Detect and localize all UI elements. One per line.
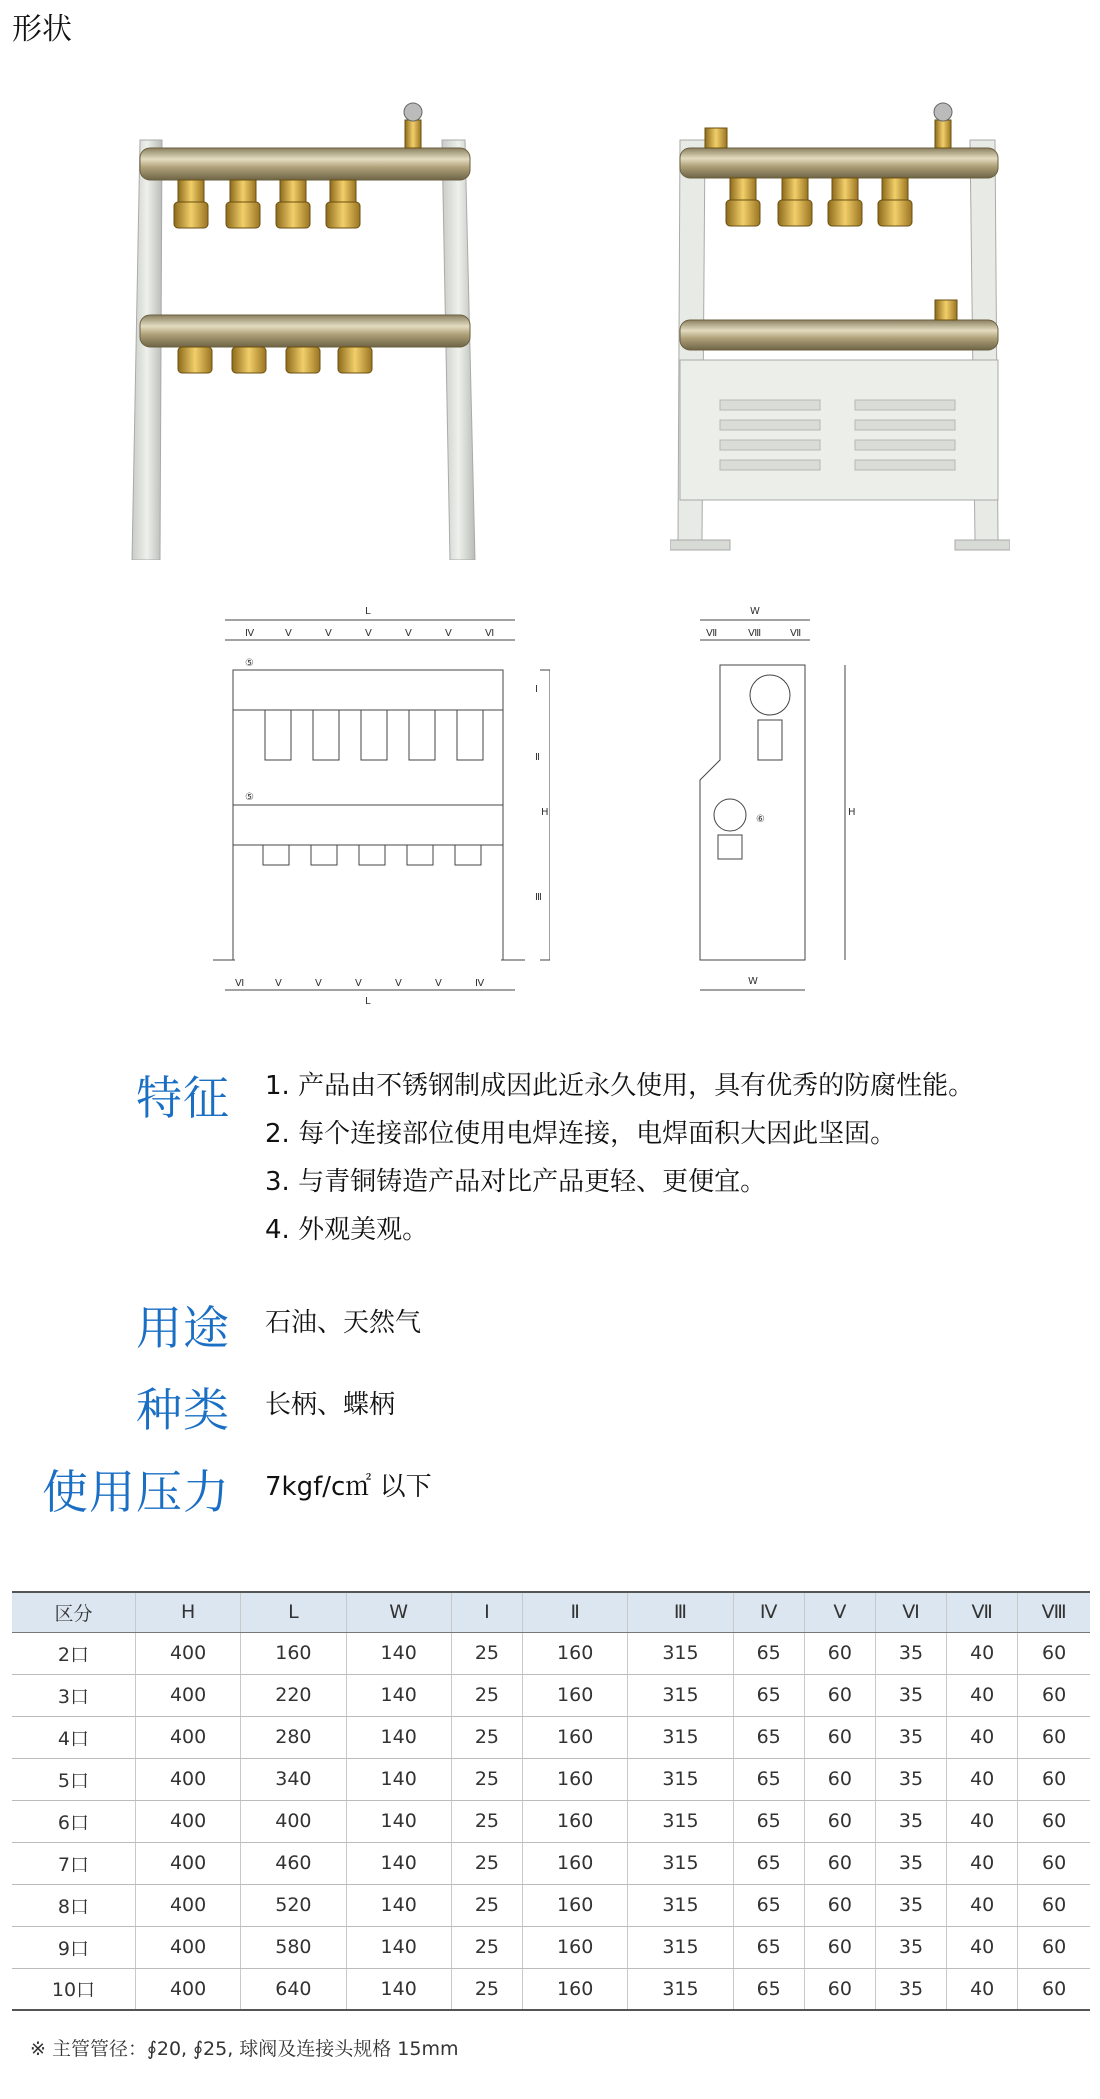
table-cell: 400 [135, 1632, 240, 1674]
table-cell: 35 [875, 1926, 946, 1968]
table-row [12, 1758, 1090, 1800]
table-cell: 65 [733, 1716, 804, 1758]
table-cell: 40 [947, 1884, 1018, 1926]
table-cell: 40 [947, 1716, 1018, 1758]
dim-label: Ⅲ [535, 892, 542, 903]
features-list [265, 1062, 974, 1254]
dim-label: Ⅵ [235, 978, 245, 989]
side-view-drawing [690, 600, 875, 1010]
table-cell: 140 [346, 1674, 451, 1716]
column-header: Ⅳ [733, 1592, 804, 1632]
feature-item: 3. 与青铜铸造产品对比产品更轻、更便宜。 [265, 1167, 767, 1197]
dim-label: Ⅳ [475, 978, 485, 989]
column-header: Ⅰ [451, 1592, 522, 1632]
table-cell: 60 [1018, 1800, 1090, 1842]
dim-label: Ⅴ [435, 978, 442, 989]
feature-item: 1. 产品由不锈钢制成因此近永久使用，具有优秀的防腐性能。 [265, 1071, 975, 1101]
manifold-photo-boxed [670, 100, 1010, 560]
table-cell: 25 [451, 1758, 522, 1800]
table-cell: 315 [628, 1800, 733, 1842]
table-cell: 60 [1018, 1632, 1090, 1674]
table-row [12, 1968, 1090, 2010]
table-cell: 315 [628, 1674, 733, 1716]
table-cell: 60 [1018, 1926, 1090, 1968]
column-header: W [346, 1592, 451, 1632]
table-cell: 40 [947, 1758, 1018, 1800]
table-cell: 35 [875, 1968, 946, 2010]
table-cell: 60 [804, 1632, 875, 1674]
row-label-cell: 7口 [12, 1842, 135, 1884]
table-cell: 35 [875, 1674, 946, 1716]
table-cell: 35 [875, 1758, 946, 1800]
table-cell: 340 [241, 1758, 346, 1800]
dim-label: W [750, 606, 760, 617]
feature-item: 4. 外观美观。 [265, 1215, 429, 1245]
dim-label: H [541, 807, 549, 818]
row-label-cell: 4口 [12, 1716, 135, 1758]
table-cell: 315 [628, 1926, 733, 1968]
dim-label: H [848, 807, 856, 818]
table-cell: 160 [523, 1674, 628, 1716]
table-row [12, 1842, 1090, 1884]
dim-label: Ⅴ [395, 978, 402, 989]
table-cell: 60 [1018, 1884, 1090, 1926]
usage-label: 用途 [136, 1301, 230, 1355]
table-cell: 60 [1018, 1968, 1090, 2010]
table-cell: 400 [135, 1758, 240, 1800]
table-cell: 220 [241, 1674, 346, 1716]
dim-label: Ⅴ [445, 628, 452, 639]
table-cell: 640 [241, 1968, 346, 2010]
table-cell: 60 [804, 1842, 875, 1884]
table-cell: 315 [628, 1632, 733, 1674]
table-cell: 65 [733, 1674, 804, 1716]
column-header: Ⅴ [804, 1592, 875, 1632]
dim-label: Ⅵ [485, 628, 495, 639]
dim-label: Ⅷ [748, 628, 762, 639]
table-cell: 400 [135, 1674, 240, 1716]
table-cell: 25 [451, 1884, 522, 1926]
table-cell: 460 [241, 1842, 346, 1884]
table-cell: 315 [628, 1968, 733, 2010]
dim-label: Ⅴ [365, 628, 372, 639]
table-cell: 65 [733, 1800, 804, 1842]
table-cell: 140 [346, 1632, 451, 1674]
column-header: L [241, 1592, 346, 1632]
dim-label: L [365, 996, 371, 1007]
table-cell: 60 [804, 1674, 875, 1716]
row-label-cell: 9口 [12, 1926, 135, 1968]
table-cell: 140 [346, 1758, 451, 1800]
table-cell: 60 [1018, 1674, 1090, 1716]
table-cell: 60 [804, 1884, 875, 1926]
table-row [12, 1884, 1090, 1926]
table-cell: 40 [947, 1926, 1018, 1968]
row-label-cell: 5口 [12, 1758, 135, 1800]
table-cell: 40 [947, 1674, 1018, 1716]
table-cell: 160 [523, 1632, 628, 1674]
table-cell: 60 [804, 1800, 875, 1842]
table-cell: 25 [451, 1926, 522, 1968]
table-row [12, 1926, 1090, 1968]
table-cell: 35 [875, 1800, 946, 1842]
table-cell: 315 [628, 1842, 733, 1884]
table-cell: 40 [947, 1632, 1018, 1674]
dim-label: Ⅶ [790, 628, 802, 639]
column-header: H [135, 1592, 240, 1632]
dim-label: Ⅴ [325, 628, 332, 639]
table-cell: 160 [523, 1758, 628, 1800]
usage-value: 石油、天然气 [265, 1308, 422, 1338]
table-cell: 60 [804, 1758, 875, 1800]
table-row [12, 1716, 1090, 1758]
table-cell: 400 [135, 1716, 240, 1758]
table-cell: 315 [628, 1758, 733, 1800]
table-cell: 580 [241, 1926, 346, 1968]
table-cell: 25 [451, 1716, 522, 1758]
table-cell: 140 [346, 1842, 451, 1884]
table-cell: 35 [875, 1716, 946, 1758]
table-cell: 400 [135, 1968, 240, 2010]
column-header: Ⅵ [875, 1592, 946, 1632]
table-cell: 520 [241, 1884, 346, 1926]
dim-label: Ⅴ [355, 978, 362, 989]
table-cell: 60 [1018, 1758, 1090, 1800]
marker-label: ⑤ [245, 658, 254, 669]
table-cell: 65 [733, 1926, 804, 1968]
row-label-cell: 2口 [12, 1632, 135, 1674]
table-cell: 315 [628, 1884, 733, 1926]
types-label: 种类 [136, 1383, 230, 1437]
table-cell: 40 [947, 1968, 1018, 2010]
table-cell: 60 [1018, 1716, 1090, 1758]
table-row [12, 1800, 1090, 1842]
column-header: Ⅲ [628, 1592, 733, 1632]
column-header: Ⅷ [1018, 1592, 1090, 1632]
dim-label: L [365, 606, 371, 617]
table-cell: 160 [523, 1716, 628, 1758]
table-cell: 400 [241, 1800, 346, 1842]
dim-label: Ⅱ [535, 752, 540, 763]
table-header-row [12, 1592, 1090, 1632]
dim-label: Ⅳ [245, 628, 255, 639]
dim-label: Ⅶ [706, 628, 718, 639]
table-row [12, 1632, 1090, 1674]
row-label-cell: 6口 [12, 1800, 135, 1842]
row-label-cell: 10口 [12, 1968, 135, 2010]
table-cell: 35 [875, 1632, 946, 1674]
marker-label: ⑤ [245, 792, 254, 803]
types-value: 长柄、蝶柄 [265, 1390, 396, 1420]
table-cell: 65 [733, 1842, 804, 1884]
table-cell: 35 [875, 1842, 946, 1884]
features-label: 特征 [136, 1071, 230, 1125]
table-cell: 140 [346, 1800, 451, 1842]
manifold-photo-open [120, 100, 480, 560]
table-cell: 160 [523, 1800, 628, 1842]
table-cell: 60 [804, 1926, 875, 1968]
column-header: Ⅱ [523, 1592, 628, 1632]
table-cell: 140 [346, 1884, 451, 1926]
pressure-value: 7kgf/c㎡ 以下 [265, 1472, 432, 1502]
feature-item: 2. 每个连接部位使用电焊连接，电焊面积大因此坚固。 [265, 1119, 897, 1149]
table-cell: 25 [451, 1632, 522, 1674]
table-cell: 65 [733, 1758, 804, 1800]
pressure-label: 使用压力 [42, 1465, 230, 1519]
dim-label: Ⅴ [315, 978, 322, 989]
table-cell: 400 [135, 1926, 240, 1968]
table-cell: 65 [733, 1968, 804, 2010]
table-cell: 160 [241, 1632, 346, 1674]
row-label-cell: 3口 [12, 1674, 135, 1716]
page-title: 形状 [12, 12, 72, 47]
table-cell: 140 [346, 1968, 451, 2010]
table-cell: 60 [804, 1716, 875, 1758]
table-cell: 35 [875, 1884, 946, 1926]
spec-table [12, 1591, 1090, 2011]
table-cell: 280 [241, 1716, 346, 1758]
table-cell: 160 [523, 1884, 628, 1926]
table-cell: 65 [733, 1884, 804, 1926]
column-header: Ⅶ [947, 1592, 1018, 1632]
table-cell: 400 [135, 1884, 240, 1926]
table-cell: 65 [733, 1632, 804, 1674]
table-cell: 60 [804, 1968, 875, 2010]
front-view-drawing [205, 600, 550, 1010]
table-cell: 140 [346, 1926, 451, 1968]
table-cell: 25 [451, 1842, 522, 1884]
table-cell: 40 [947, 1842, 1018, 1884]
table-cell: 160 [523, 1842, 628, 1884]
table-row [12, 1674, 1090, 1716]
dim-label: Ⅴ [285, 628, 292, 639]
dim-label: Ⅰ [535, 684, 538, 695]
table-cell: 40 [947, 1800, 1018, 1842]
table-cell: 140 [346, 1716, 451, 1758]
table-cell: 400 [135, 1842, 240, 1884]
table-cell: 160 [523, 1926, 628, 1968]
table-cell: 25 [451, 1674, 522, 1716]
dim-label: Ⅴ [275, 978, 282, 989]
table-cell: 160 [523, 1968, 628, 2010]
footnote: ※ 主管管径：∮20, ∮25, 球阀及连接头规格 15mm [30, 2038, 459, 2060]
table-cell: 400 [135, 1800, 240, 1842]
marker-label: ⑥ [756, 814, 765, 825]
column-header: 区分 [12, 1592, 135, 1632]
table-cell: 60 [1018, 1842, 1090, 1884]
table-cell: 25 [451, 1800, 522, 1842]
row-label-cell: 8口 [12, 1884, 135, 1926]
table-cell: 25 [451, 1968, 522, 2010]
dim-label: Ⅴ [405, 628, 412, 639]
dim-label: W [748, 976, 758, 987]
table-cell: 315 [628, 1716, 733, 1758]
